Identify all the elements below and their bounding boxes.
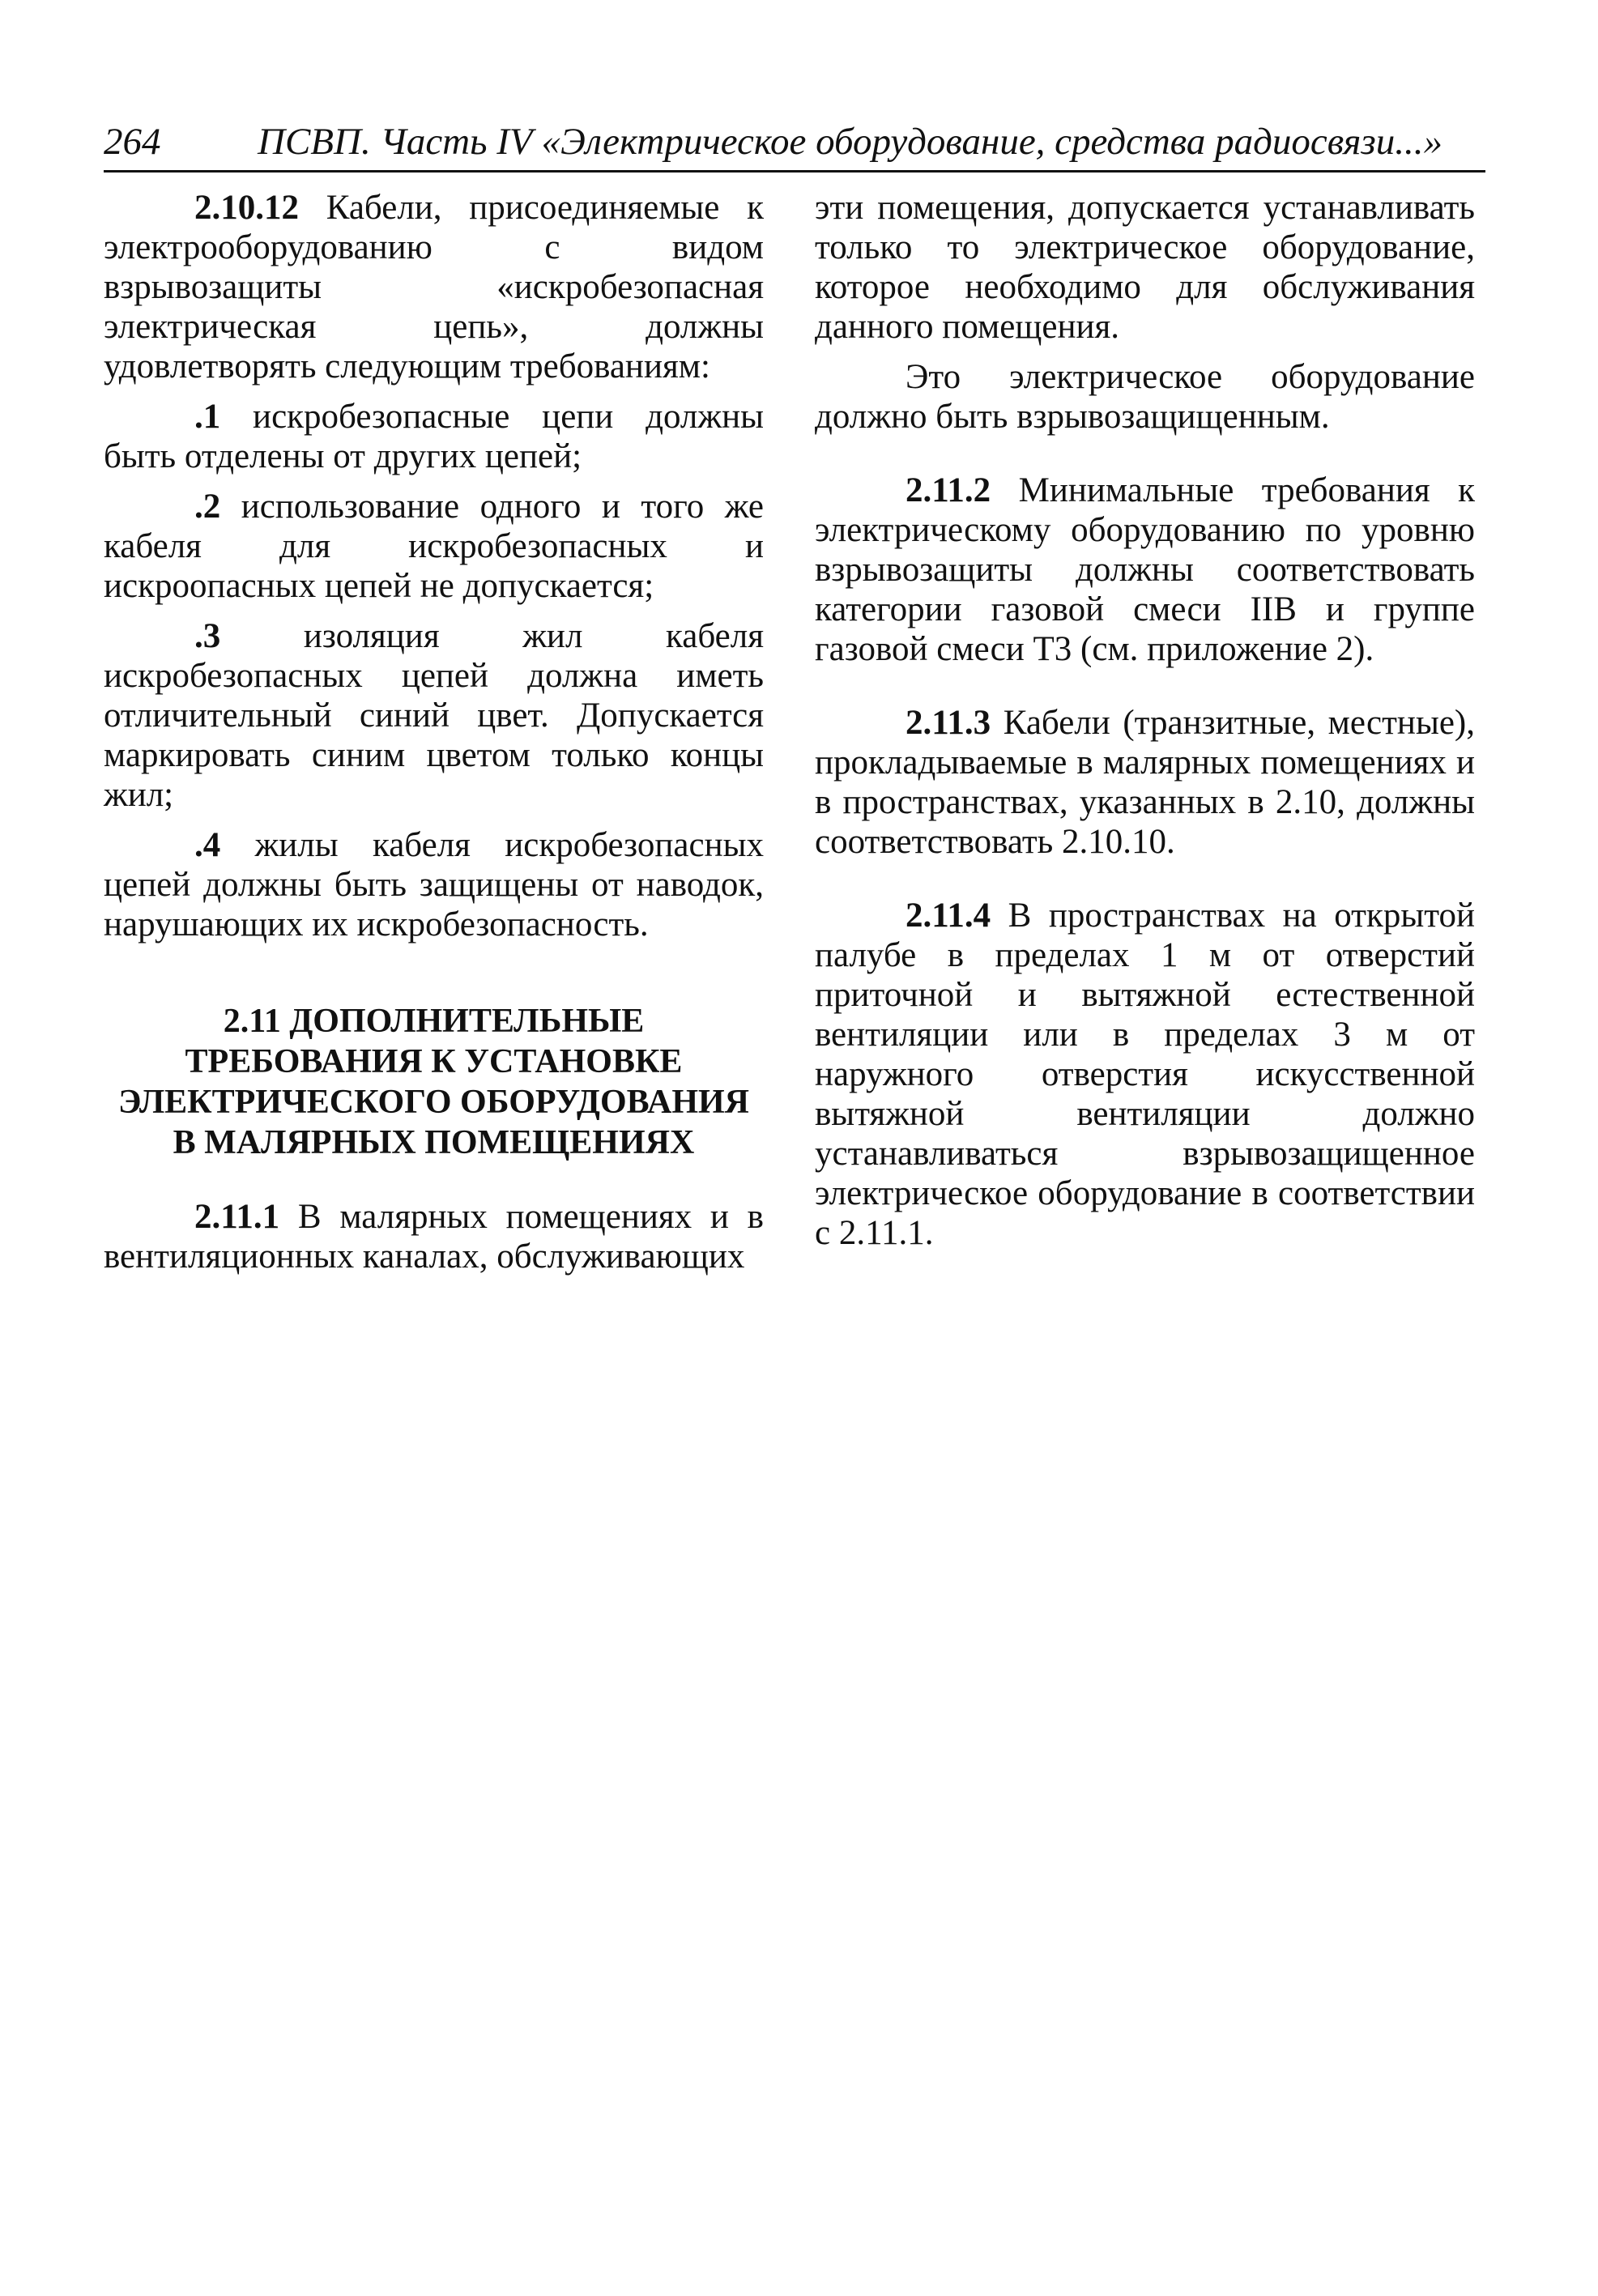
paragraph-2-11-2 xyxy=(815,471,1475,669)
section-heading-2-11 xyxy=(104,1001,764,1163)
item-text: искробезопасные цепи должны быть отделены от других цепей; xyxy=(104,398,764,475)
item-number: .1 xyxy=(194,398,221,436)
paragraph-2-11-1-continued: эти помещения, допускается устанавливать только то электрическое оборудование, которое необходимо для обслуживания данного помещения. xyxy=(815,189,1475,346)
heading-line: ЭЛЕКТРИЧЕСКОГО ОБОРУДОВАНИЯ xyxy=(118,1084,749,1121)
paragraph-number: 2.11.3 xyxy=(906,704,991,742)
paragraph-number: 2.11.4 xyxy=(906,897,991,935)
paragraph-text: В пространствах на открытой палубе в пределах 1 м от отверстий приточной и вытяжной естественной вентиляции или в пределах 3 м от наружного отверстия искусственной вытяжной вентиляции должно устанавливаться взрывозащищенное электрическое оборудование в соответствии с 2.11.1. xyxy=(815,897,1475,1252)
list-item-4 xyxy=(104,825,764,944)
item-text: жилы кабеля искробезопасных цепей должны быть защищены от наводок, нарушающих их искробезопасность. xyxy=(104,826,764,944)
paragraph-number: 2.10.12 xyxy=(194,189,299,227)
item-number: .4 xyxy=(194,826,221,864)
running-header xyxy=(104,113,1485,173)
right-column xyxy=(815,188,1475,1263)
item-text: изоляция жил кабеля искробезопасных цепей должна иметь отличительный синий цвет. Допускается маркировать синим цветом только концы жил; xyxy=(104,617,764,814)
list-item-3 xyxy=(104,616,764,815)
left-column xyxy=(104,188,764,1287)
item-number: .2 xyxy=(194,488,221,526)
paragraph-number: 2.11.2 xyxy=(906,471,991,509)
item-number: .3 xyxy=(194,617,221,655)
header-title: ПСВП. Часть IV «Электрическое оборудование, средства радиосвязи...» xyxy=(258,121,1442,163)
paragraph-number: 2.11.1 xyxy=(194,1198,280,1236)
paragraph-2-11-1 xyxy=(104,1197,764,1276)
paragraph-2-11-4 xyxy=(815,896,1475,1253)
list-item-2 xyxy=(104,487,764,606)
paragraph-text: Кабели, присоединяемые к электрооборудованию с видом взрывозащиты «искробезопасная электрическая цепь», должны удовлетворять следующим требованиям: xyxy=(104,189,764,386)
paragraph-text: Кабели (транзитные, местные), прокладываемые в малярных помещениях и в пространствах, указанных в 2.10, должны соответствовать 2.10.10. xyxy=(815,704,1475,861)
heading-line: ТРЕБОВАНИЯ К УСТАНОВКЕ xyxy=(185,1043,683,1080)
heading-line: В МАЛЯРНЫХ ПОМЕЩЕНИЯХ xyxy=(173,1124,695,1161)
list-item-1 xyxy=(104,397,764,476)
page-number: 264 xyxy=(104,121,161,163)
heading-line: 2.11 ДОПОЛНИТЕЛЬНЫЕ xyxy=(223,1003,645,1040)
paragraph-explosion-proof: Это электрическое оборудование должно быть взрывозащищенным. xyxy=(815,358,1475,436)
paragraph-2-10-12 xyxy=(104,188,764,386)
paragraph-text: В малярных помещениях и в вентиляционных каналах, обслуживающих xyxy=(104,1198,764,1276)
paragraph-2-11-3 xyxy=(815,703,1475,862)
paragraph-text: Минимальные требования к электрическому оборудованию по уровню взрывозащиты должны соответствовать категории газовой смеси IIB и группе газовой смеси Т3 (см. приложение 2). xyxy=(815,471,1475,668)
item-text: использование одного и того же кабеля для искробезопасных и искроопасных цепей не допускается; xyxy=(104,488,764,605)
